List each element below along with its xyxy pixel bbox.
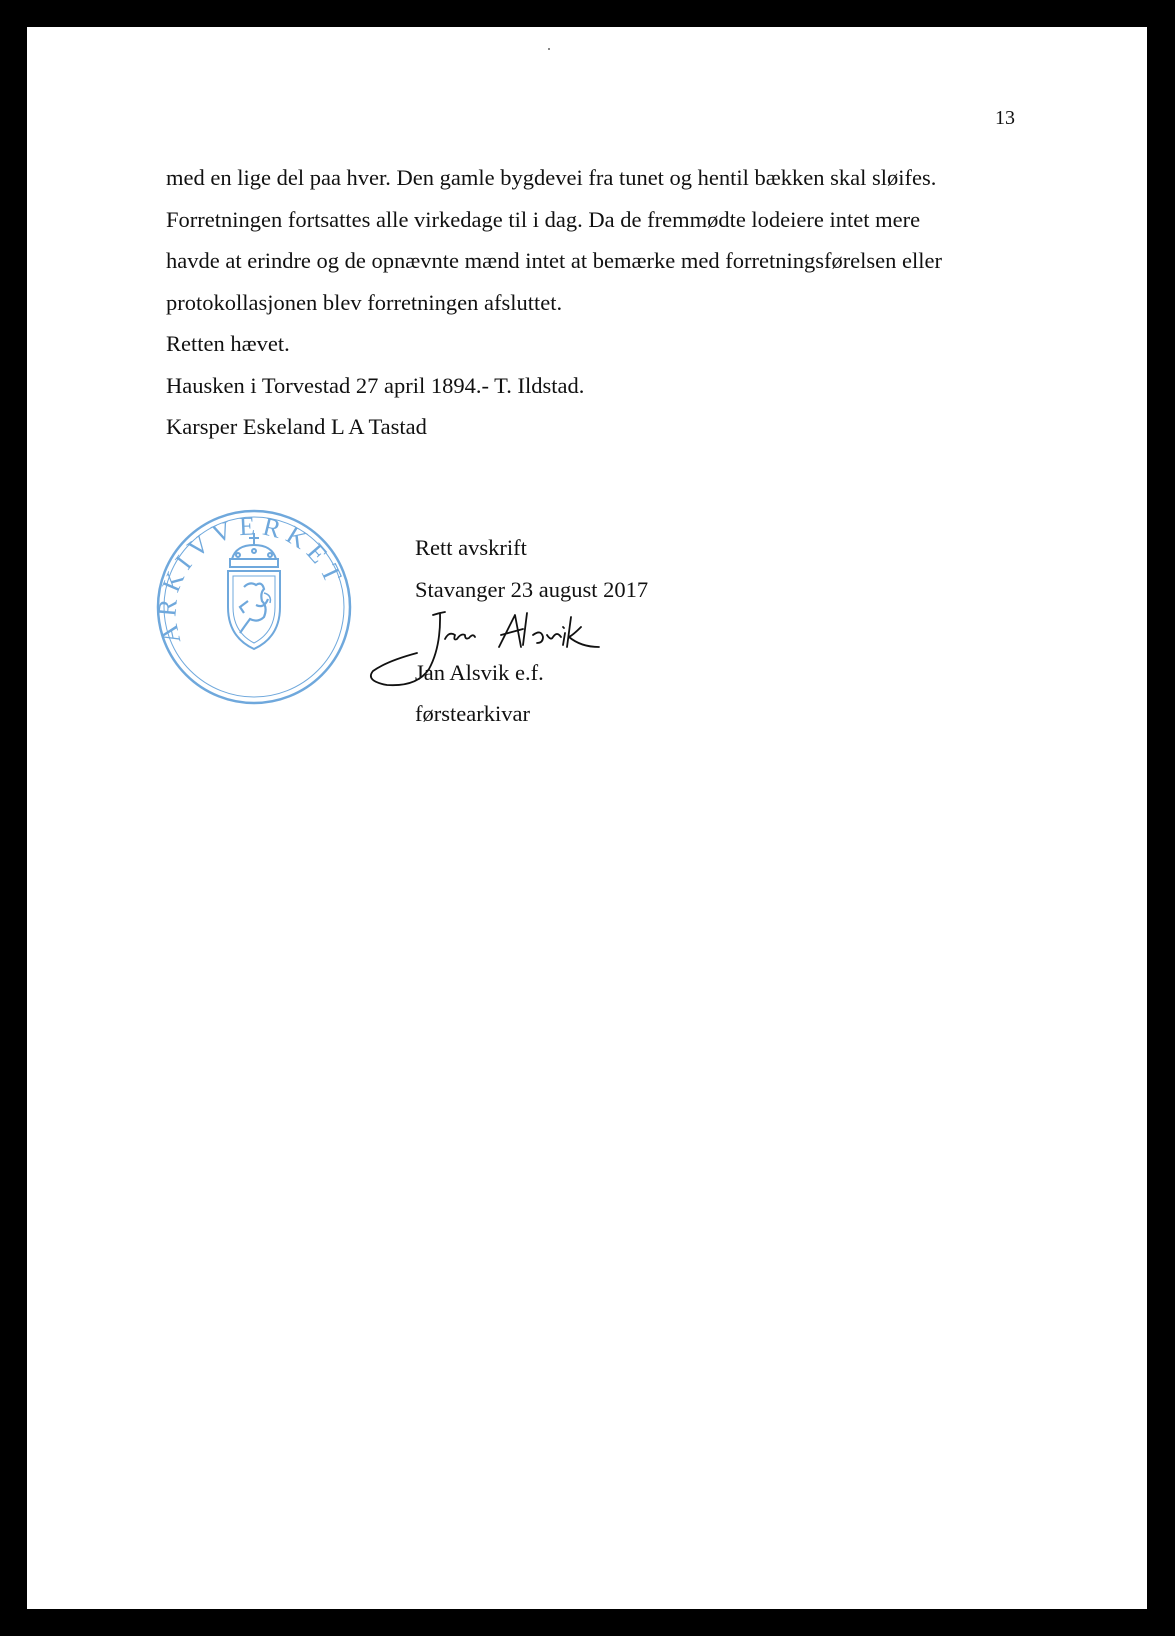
body-line: protokollasjonen blev forretningen afsluttet. [166,289,563,315]
document-page [27,27,1147,1609]
body-line: Hausken i Torvestad 27 april 1894.- T. Ildstad. [166,372,585,398]
body-line: Karsper Eskeland L A Tastad [166,414,427,439]
body-line: havde at erindre og de opnævnte mænd intet at bemærke med forretningsførelsen eller [166,248,943,273]
signatory-name: Jan Alsvik e.f. [415,659,544,685]
certification-block [415,527,648,735]
svg-text:ARKIVVERKET [152,511,350,646]
certification-line: Rett avskrift [415,535,527,560]
body-line: med en lige del paa hver. Den gamle bygdevei fra tunet og hentil bækken skal sløifes. [166,165,937,190]
certification-place-date: Stavanger 23 august 2017 [415,576,649,602]
coat-of-arms-lion-icon [228,533,280,649]
stamp-ring-text: ARKIVVERKET [152,511,351,647]
signatory-title: førstearkivar [415,701,530,726]
body-line: Forretningen fortsattes alle virkedage til i dag. Da de fremmødte lodeiere intet mere [166,206,921,232]
body-line: Retten hævet. [166,331,290,356]
body-text [166,157,1066,448]
page-number: 13 [995,107,1015,129]
arkivverket-stamp [144,497,364,717]
scan-speck [548,48,550,50]
